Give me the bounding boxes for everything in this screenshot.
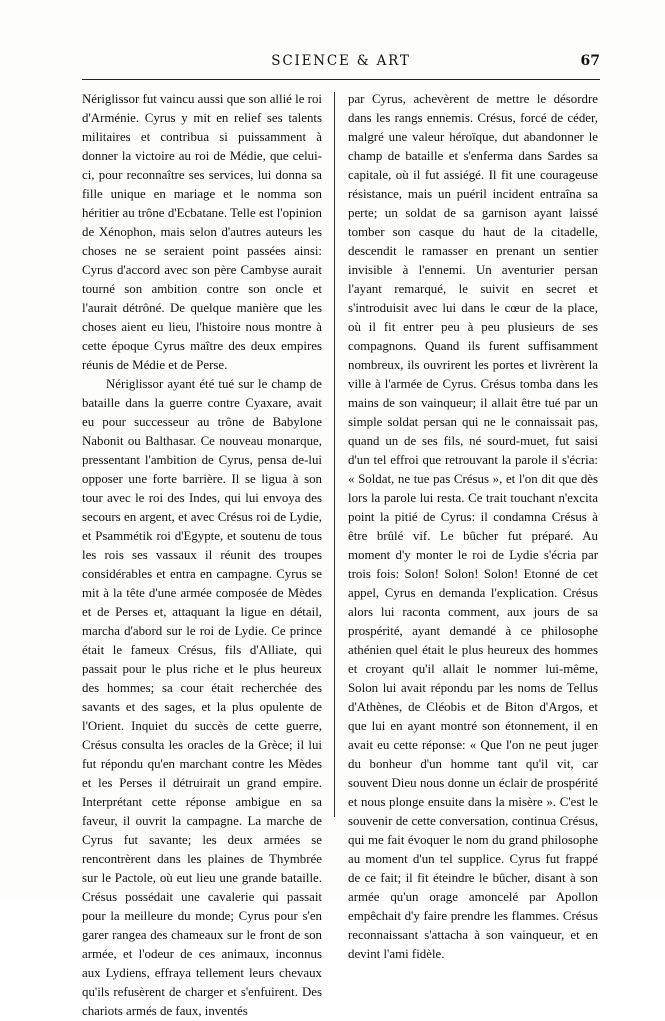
left-paragraph-1: Nériglissor fut vaincu aussi que son allié le roi d'Arménie. Cyrus y mit en relief ses talents militaires et contribua si puissamment à donner la victoire au roi de Médie, que celui-ci, pour reconnaître ses services, lui donna sa fille unique en mariage et le nomma son héritier au trône d'Ecbatane. Telle est l'opinion de Xénophon, mais selon d'autres auteurs les choses ne se seraient point passées ainsi: Cyrus d'accord avec son père Cambyse aurait tourné son ambition contre son oncle et l'aurait détrôné. De quelque manière que les choses aient eu lieu, l'histoire nous montre à cette époque Cyrus maître des deux empires réunis de Médie et de Perse. — [82, 92, 322, 372]
right-column — [348, 90, 598, 964]
column-divider — [334, 92, 335, 817]
running-header — [82, 53, 600, 77]
header-rule — [82, 79, 600, 80]
right-paragraph-1: par Cyrus, achevèrent de mettre le désordre dans les rangs ennemis. Crésus, forcé de céder, malgré une valeur héroïque, dut abandonner le champ de bataille et s'enferma dans Sardes sa capitale, où il fut assiégé. Il fit une courageuse résistance, mais un puéril incident entraîna sa perte; un soldat de sa garnison ayant laissé tomber son casque du haut de la citadelle, descendit le ramasser en prenant un sentier invisible à l'ennemi. Un aventurier persan l'ayant remarqué, le suivit en secret et s'introduisit avec lui dans le cœur de la place, où il fit entrer peu à peu plusieurs de ses compagnons. Quand ils furent suffisamment nombreux, ils ouvrirent les portes et livrèrent la ville à l'armée de Cyrus. Crésus tomba dans les mains de son vainqueur; il allait être tué par un simple soldat persan qui ne le connaissait pas, quand un de ses fils, né sourd-muet, fut saisi d'un tel effroi que retrouvant la parole il s'écria: « Soldat, ne tue pas Crésus », et l'on dit que dès lors la parole lui resta. Ce trait touchant n'excita point la pitié de Cyrus: il condamna Crésus à être brûlé vif. Le bûcher fut préparé. Au moment d'y monter le roi de Lydie s'écria par trois fois: Solon! Solon! Solon! Etonné de cet appel, Cyrus en demanda l'explication. Crésus alors lui raconta comment, aux jours de sa prospérité, ayant demandé à ce philosophe athénien quel était le plus heureux des hommes et croyant qu'il allait le nommer lui-même, Solon lui avait répondu par les noms de Tellus d'Athènes, de Cléobis et de Biton d'Argos, et que lui en ayant montré son étonnement, il en avait eu cette réponse: « Que l'on ne peut juger du bonheur d'un homme tant qu'il vit, car souvent Dieu nous donne un éclair de prospérité et nous plonge ensuite dans la misère ». C'est le souvenir de cette conversation, continua Crésus, qui me fait évoquer le nom du grand philosophe au moment d'un tel supplice. Cyrus fut frappé de ce fait; il fit éteindre le bûcher, disant à son armée qu'un orage amoncelé par Apollon empêchait d'y faire prendre les flammes. Crésus reconnaissant s'attacha à son vainqueur, et en devint l'ami fidèle. — [348, 92, 598, 961]
running-title: SCIENCE & ART — [271, 53, 411, 69]
page-number: 67 — [580, 53, 600, 69]
left-paragraph-2: Nériglissor ayant été tué sur le champ de bataille dans la guerre contre Cyaxare, avait eu pour successeur au trône de Babylone Nabonit ou Balthasar. Ce nouveau monarque, pressentant l'ambition de Cyrus, pensa de-lui opposer une forte barrière. Il se ligua à son tour avec le roi des Indes, qui lui envoya des secours en argent, et avec Crésus roi de Lydie, et Psammétik roi d'Egypte, et soutenu de tous les rois ses vassaux il réunit des troupes considérables et entra en campagne. Cyrus se mit à la tête d'une armée composée de Mèdes et de Perses et, attaquant la ligue en détail, marcha d'abord sur le roi de Lydie. Ce prince était le fameux Crésus, fils d'Alliate, qui passait pour le plus riche et le plus heureux des hommes; sa cour était recherchée des savants et des sages, et la plus opulente de l'Orient. Inquiet du succès de cette guerre, Crésus consulta les oracles de la Grèce; il lui fut répondu qu'en marchant contre les Mèdes et les Perses il détruirait un grand empire. Interprétant cette réponse ambigue en sa faveur, il ouvrit la campagne. La marche de Cyrus fut savante; les deux armées se rencontrèrent dans les plaines de Thymbrée sur le Pactole, où eut lieu une grande bataille. Crésus possédait une cavalerie qui passait pour la meilleure du monde; Cyrus pour s'en garer rangea des chameaux sur le front de son armée, et l'odeur de ces animaux, inconnus aux Lydiens, effraya tellement leurs chevaux qu'ils refusèrent de charger et s'enfuirent. Des chariots armés de faux, inventés — [82, 377, 322, 1018]
left-column — [82, 90, 322, 1021]
